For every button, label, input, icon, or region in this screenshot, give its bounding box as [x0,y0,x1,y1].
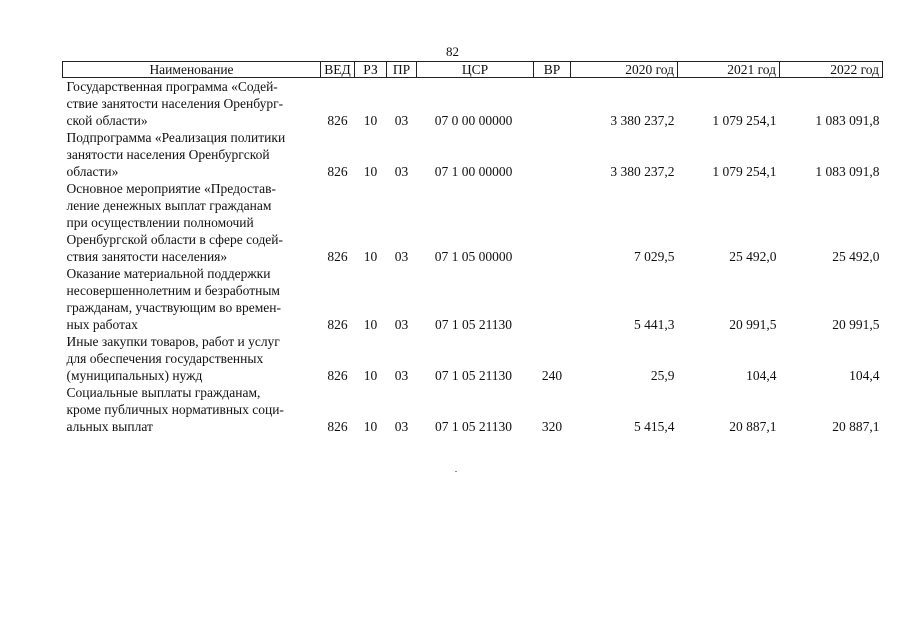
cell-csr: 07 1 05 21130 [434,419,513,434]
row-name [63,78,321,130]
cell-2020: 5 441,3 [634,317,675,332]
page-number: 82 [446,44,459,59]
header-2021: 2021 год [678,62,780,78]
header-name: Наименование [63,62,321,78]
cell-rz: 10 [363,249,378,264]
cell-ved: 826 [327,113,348,128]
table-row [63,129,883,180]
cell-rz: 10 [363,317,378,332]
cell-pr: 03 [394,249,409,264]
cell-rz: 10 [363,368,378,383]
table-row [63,78,883,130]
row-name-line: для обеспечения государственных [66,351,264,366]
header-rz: РЗ [355,62,387,78]
cell-pr: 03 [394,317,409,332]
header-vr: ВР [534,62,571,78]
row-name-line: ской области» [66,113,148,128]
row-name-line: при осуществлении полномочий [66,215,254,230]
cell-rz: 10 [363,419,378,434]
cell-rz: 10 [363,164,378,179]
row-name-line: Подпрограмма «Реализация политики [66,130,286,145]
row-name-line: занятости населения Оренбургской [66,147,270,162]
cell-2020: 25,9 [650,368,675,383]
row-name [63,333,321,384]
cell-2021: 20 887,1 [729,419,777,434]
row-name-line: несовершеннолетним и безработным [66,283,280,298]
cell-2021: 1 079 254,1 [712,164,777,179]
row-name-line: Оренбургской области в сфере содей- [66,232,284,247]
cell-pr: 03 [394,113,409,128]
cell-2022: 25 492,0 [832,249,880,264]
cell-pr: 03 [394,368,409,383]
cell-2021: 104,4 [746,368,777,383]
header-csr: ЦСР [417,62,534,78]
cell-2020: 3 380 237,2 [610,113,675,128]
row-name-line: ление денежных выплат гражданам [66,198,272,213]
cell-csr: 07 1 00 00000 [434,164,513,179]
row-name [63,129,321,180]
row-name-line: ных работах [66,317,138,332]
row-name-line: Иные закупки товаров, работ и услуг [66,334,280,349]
cell-pr: 03 [394,419,409,434]
row-name-line: Оказание материальной поддержки [66,266,271,281]
row-name-line: альных выплат [66,419,153,434]
row-name-line: (муниципальных) нужд [66,368,203,383]
cell-2021: 25 492,0 [729,249,777,264]
header-2020: 2020 год [571,62,678,78]
cell-2022: 1 083 091,8 [815,113,880,128]
cell-ved: 826 [327,249,348,264]
cell-2020: 3 380 237,2 [610,164,675,179]
cell-vr [534,265,571,333]
row-name [63,180,321,265]
table-row [63,333,883,384]
cell-2021: 20 991,5 [729,317,777,332]
budget-table [62,61,883,435]
table-header-row [63,62,883,78]
cell-2022: 20 887,1 [832,419,880,434]
row-name-line: гражданам, участвующим во времен- [66,300,281,315]
table-row [63,265,883,333]
cell-vr: 320 [541,419,563,434]
row-name-line: Государственная программа «Содей- [66,79,278,94]
cell-rz: 10 [363,113,378,128]
row-name-line: Основное мероприятие «Предостав- [66,181,276,196]
cell-vr [534,78,571,130]
cell-ved: 826 [327,368,348,383]
row-name [63,384,321,435]
cell-ved: 826 [327,419,348,434]
cell-csr: 07 1 05 21130 [434,317,513,332]
row-name-line: области» [66,164,119,179]
cell-vr [534,129,571,180]
cell-2022: 104,4 [849,368,880,383]
row-name-line: Социальные выплаты гражданам, [66,385,261,400]
row-name-line: ствие занятости населения Оренбург- [66,96,284,111]
cell-csr: 07 1 05 00000 [434,249,513,264]
scan-speck [455,471,457,472]
header-2022: 2022 год [780,62,883,78]
row-name-line: ствия занятости населения» [66,249,228,264]
cell-csr: 07 0 00 00000 [434,113,513,128]
row-name [63,265,321,333]
cell-vr [534,180,571,265]
row-name-line: кроме публичных нормативных соци- [66,402,284,417]
header-ved: ВЕД [321,62,355,78]
cell-2020: 7 029,5 [634,249,675,264]
cell-2020: 5 415,4 [634,419,675,434]
cell-ved: 826 [327,164,348,179]
cell-vr: 240 [541,368,563,383]
header-pr: ПР [387,62,417,78]
cell-pr: 03 [394,164,409,179]
cell-2021: 1 079 254,1 [712,113,777,128]
table-row [63,180,883,265]
cell-2022: 1 083 091,8 [815,164,880,179]
table-row [63,384,883,435]
cell-2022: 20 991,5 [832,317,880,332]
cell-ved: 826 [327,317,348,332]
cell-csr: 07 1 05 21130 [434,368,513,383]
